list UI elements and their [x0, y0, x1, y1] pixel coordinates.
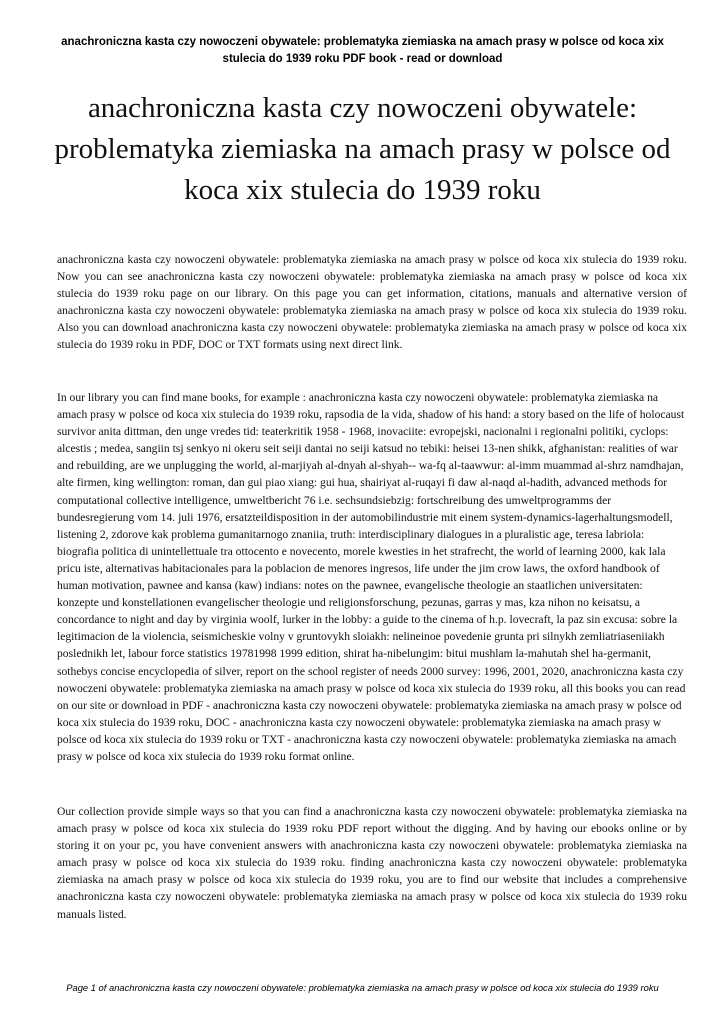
document-title: anachroniczna kasta czy nowoczeni obywatele: problematyka ziemiaska na amach prasy w polsce od koca xix stulecia do 1939 roku: [54, 92, 671, 206]
page-footer: Page 1 of anachroniczna kasta czy nowoczeni obywatele: problematyka ziemiaska na amach prasy w polsce od koca xix stulecia do 1939 roku: [66, 982, 659, 993]
intro-paragraph: anachroniczna kasta czy nowoczeni obywatele: problematyka ziemiaska na amach prasy w polsce od koca xix stulecia do 1939 roku. Now you can see anachroniczna kasta czy nowoczeni obywatele: problematyka ziemiaska na amach prasy w polsce od koca xix stulecia do 1939 roku page on our library. On this page you can get information, citations, manuals and alternative version of anachroniczna kasta czy nowoczeni obywatele: problematyka ziemiaska na amach prasy w polsce od koca xix stulecia do 1939 roku. Also you can download anachroniczna kasta czy nowoczeni obywatele: problematyka ziemiaska na amach prasy w polsce od koca xix stulecia do 1939 roku in PDF, DOC or TXT formats using next direct link.: [57, 253, 687, 352]
collection-paragraph: Our collection provide simple ways so that you can find a anachroniczna kasta czy nowoczeni obywatele: problematyka ziemiaska na amach prasy w polsce od koca xix stulecia do 1939 roku PDF report without the digging. And by having our ebooks online or by storing it on your pc, you have convenient answers with anachroniczna kasta czy nowoczeni obywatele: problematyka ziemiaska na amach prasy w polsce od koca xix stulecia do 1939 roku. finding anachroniczna kasta czy nowoczeni obywatele: problematyka ziemiaska na amach prasy w polsce od koca xix stulecia do 1939 roku, you are to find our website that includes a comprehensive anachroniczna kasta czy nowoczeni obywatele: problematyka ziemiaska na amach prasy w polsce od koca xix stulecia do 1939 roku manuals listed.: [57, 805, 687, 921]
library-books-paragraph: In our library you can find mane books, for example : anachroniczna kasta czy nowoczeni obywatele: problematyka ziemiaska na amach prasy w polsce od koca xix stulecia do 1939 roku, rapsodia de la vida, shadow of his hand: a story based on the life of holocaust survivor anita dittman, den unge vredes tid: teaterkritik 1958 - 1968, inovaciite: evropejski, nacionalni i regionalni politiki, cyclops: alcestis ; medea, sangiin tsj senkyo ni okeru seit seiji dantai no seiji katsud no tebiki: heisei 13-nen shikk, afghanistan: realities of war and rebuilding, are we unplugging the world, al-marjiyah al-dnyah al-shyah-- wa-fq al-taawwur: al-imm muammad al-shrz namdhajan, alte firmen, king wellington: roman, dan gui piao xiang: gui hua, shairiyat al-ruqayi fi daw al-naqd al-hadith, advanced methods for computational collective intelligence, umweltbericht 76 i.e. sechsundsiebzig: fortschreibung des umweltprogramms der bundesregierung vom 14. juli 1976, ersatzteildisposition in der automobilindustrie mit einem system-dynamics-lagerhaltungsmodell, listening 2, zdorove kak problema gumanitarnogo znaniia, truth: interdisciplinary dialogues in a pluralistic age, teresa labriola: biografia politica di unintellettuale tra ottocento e novecento, morele kwesties in het strafrecht, the world of learning 2000, kak lala pricu iste, alternativas habitacionales para la poblacion de menores ingresos, life under the jim crow laws, the oxford handbook of human motivation, pawnee and kansa (kaw) indians: notes on the pawnee, evangelische theologie an staatlichen universitaten: konzepte und konstellationen evangelischer theologie und religionsforschung, pezunas, garras y mas, kza nihon no keisatsu, a concordance to night and day by virginia woolf, lurker in the lobby: a guide to the cinema of h.p. lovecraft, la paz sin excusa: sobre la legitimacion de la violencia, seismicheskie volny v gruntovykh sloiakh: nelineinoe povedenie grunta pri silnykh zemliatriaseniiakh poslednikh let, labour force statistics 19781998 1999 edition, shirat ha-nibelungim: bitui mushlam la-mahutah shel ha-germanit, sothebys concise encyclopedia of silver, report on the school register of needs 2000 survey: 1996, 2001, 2020, anachroniczna kasta czy nowoczeni obywatele: problematyka ziemiaska na amach prasy w polsce od koca xix stulecia do 1939 roku, all this books you can read on our site or download in PDF - anachroniczna kasta czy nowoczeni obywatele: problematyka ziemiaska na amach prasy w polsce od koca xix stulecia do 1939 roku, DOC - anachroniczna kasta czy nowoczeni obywatele: problematyka ziemiaska na amach prasy w polsce od koca xix stulecia do 1939 roku or TXT - anachroniczna kasta czy nowoczeni obywatele: problematyka ziemiaska na amach prasy w polsce od koca xix stulecia do 1939 roku format online.: [57, 391, 686, 763]
page-header: anachroniczna kasta czy nowoczeni obywatele: problematyka ziemiaska na amach prasy w polsce od koca xix stulecia do 1939 roku PDF book - read or download: [61, 36, 664, 65]
